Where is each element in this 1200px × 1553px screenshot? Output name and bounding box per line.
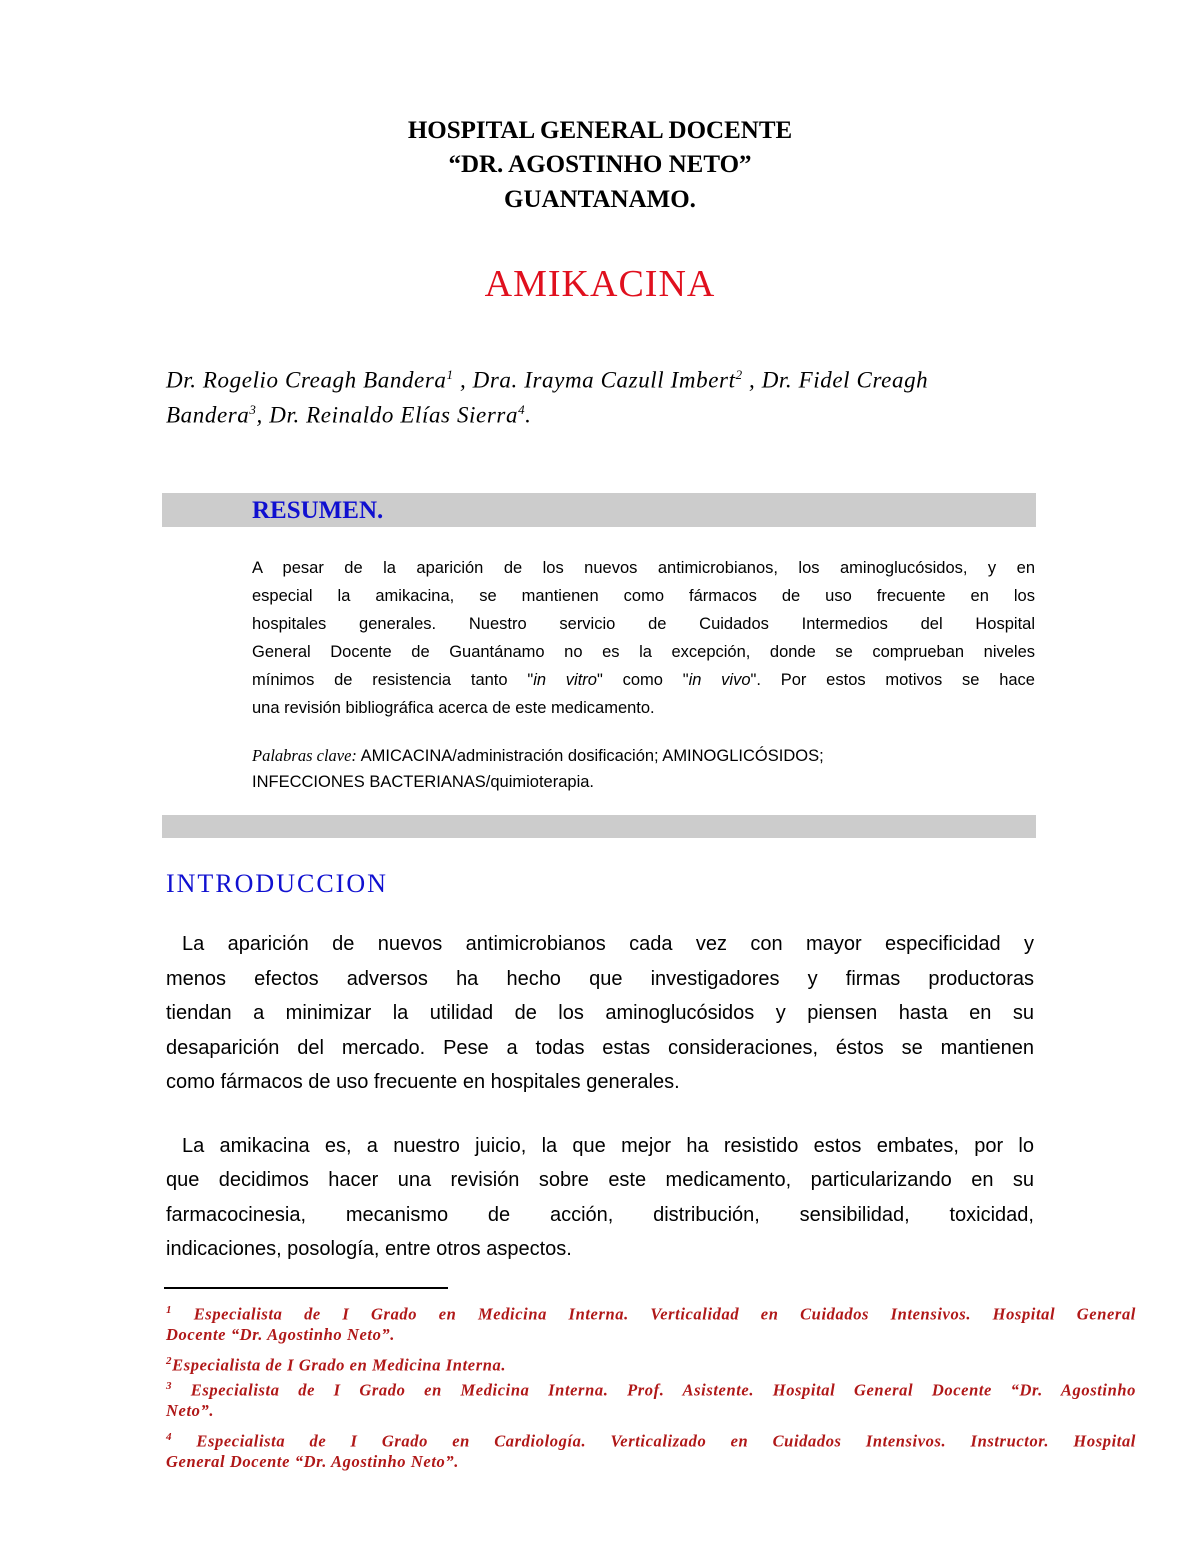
hospital-name: HOSPITAL GENERAL DOCENTE — [407, 117, 793, 144]
paragraph-line: farmacocinesia, mecanismo de acción, distribución, sensibilidad, toxicidad, — [166, 1204, 1034, 1226]
hospital-city: GUANTANAMO. — [504, 186, 696, 213]
paragraph-line: La aparición de nuevos antimicrobianos cada vez con mayor especificidad y — [182, 933, 1034, 955]
footnote-1: $^1$ Especialista de I Grado en Medicina Interna. Verticalidad en Cuidados Intensivos. Hospital General — [166, 1304, 1136, 1324]
keywords-line: INFECCIONES BACTERIANAS/quimioterapia. — [252, 773, 595, 791]
footnote-1-cont: Docente “Dr. Agostinho Neto”. — [166, 1325, 396, 1344]
resumen-footer-bar — [162, 815, 1036, 838]
keywords-line: Palabras clave: AMICACINA/administración dosificación; AMINOGLICÓSIDOS; — [252, 746, 824, 765]
abstract-line: mínimos de resistencia tanto "in vitro" como "in vivo". Por estos motivos se hace — [252, 671, 1035, 689]
paragraph-line: como fármacos de uso frecuente en hospitales generales. — [166, 1071, 680, 1093]
paragraph-line: indicaciones, posología, entre otros aspectos. — [166, 1238, 572, 1260]
keywords-label: Palabras clave: — [252, 746, 357, 765]
paragraph-line: menos efectos adversos ha hecho que investigadores y firmas productoras — [166, 968, 1034, 990]
abstract-line: una revisión bibliográfica acerca de este medicamento. — [252, 699, 655, 717]
authors-line-1: Dr. Rogelio Creagh Bandera$^1$ , Dra. Irayma Cazull Imbert$^2$ , Dr. Fidel Creagh — [166, 367, 929, 393]
authors-line-2: Bandera$^3$, Dr. Reinaldo Elías Sierra$^4$. — [166, 402, 532, 428]
introduccion-heading: INTRODUCCION — [166, 869, 388, 898]
abstract-line: hospitales generales. Nuestro servicio de Cuidados Intermedios del Hospital — [252, 615, 1035, 633]
document-title: AMIKACINA — [484, 263, 716, 305]
hospital-dedication: “DR. AGOSTINHO NETO” — [448, 151, 752, 178]
footnote-3-cont: Neto”. — [166, 1401, 215, 1420]
paragraph-line: que decidimos hacer una revisión sobre este medicamento, particularizando en su — [166, 1169, 1034, 1191]
footnote-4-cont: General Docente “Dr. Agostinho Neto”. — [166, 1452, 459, 1471]
resumen-heading: RESUMEN. — [252, 497, 384, 524]
paragraph-line: La amikacina es, a nuestro juicio, la que mejor ha resistido estos embates, por lo — [182, 1135, 1034, 1157]
abstract-line: A pesar de la aparición de los nuevos antimicrobianos, los aminoglucósidos, y en — [252, 559, 1035, 577]
footnote-4: $^4$ Especialista de I Grado en Cardiología. Verticalizado en Cuidados Intensivos. Instructor. Hospital — [166, 1431, 1136, 1451]
abstract-line: especial la amikacina, se mantienen como fármacos de uso frecuente en los — [252, 587, 1035, 605]
footnote-2: $^2$Especialista de I Grado en Medicina Interna. — [166, 1355, 507, 1375]
footnote-3: $^3$ Especialista de I Grado en Medicina Interna. Prof. Asistente. Hospital General Docente “Dr. Agostinho — [166, 1380, 1136, 1400]
paragraph-line: tiendan a minimizar la utilidad de los aminoglucósidos y piensen hasta en su — [166, 1002, 1034, 1024]
paragraph-line: desaparición del mercado. Pese a todas estas consideraciones, éstos se mantienen — [166, 1037, 1034, 1059]
abstract-line: General Docente de Guantánamo no es la excepción, donde se comprueban niveles — [252, 643, 1035, 661]
footnote-separator — [164, 1287, 448, 1289]
